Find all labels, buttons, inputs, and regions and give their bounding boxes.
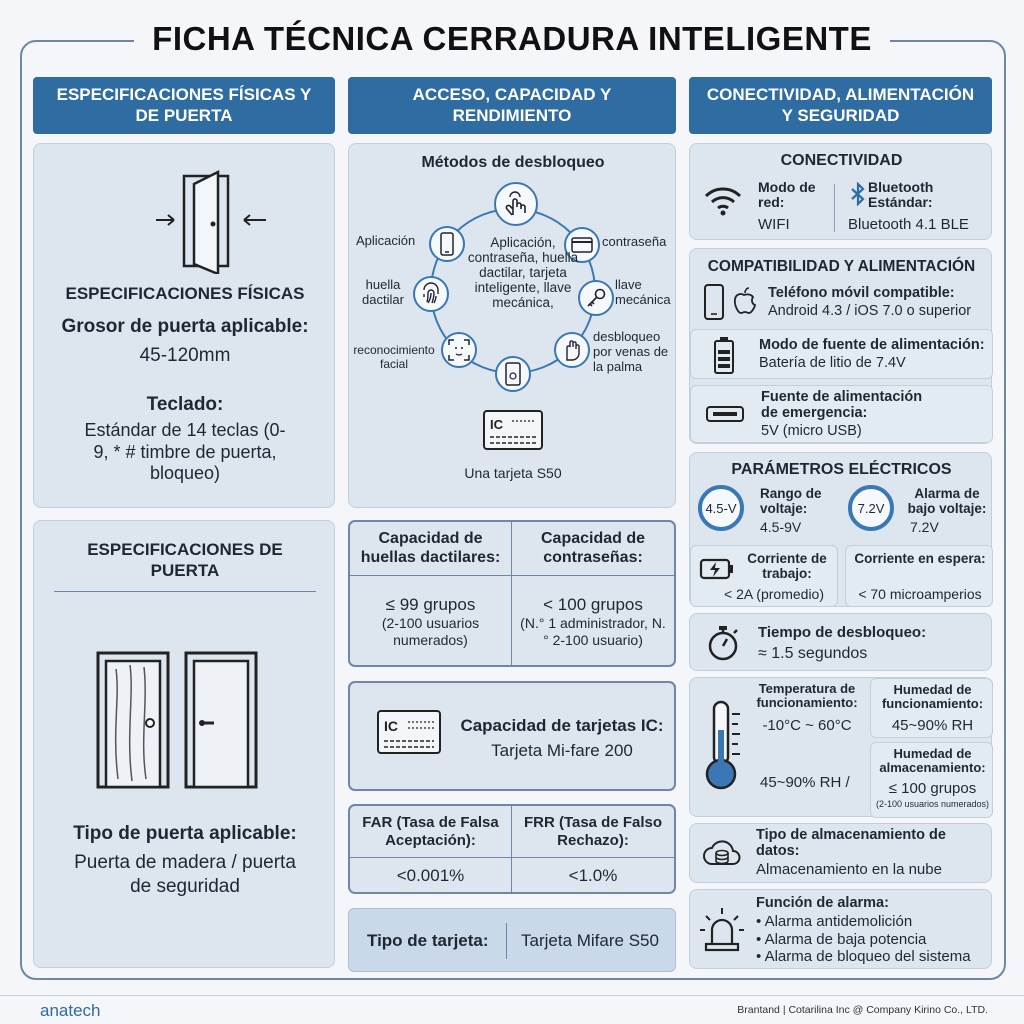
alarm-list — [756, 913, 971, 966]
environment-card — [689, 677, 992, 817]
emergency-power-value: 5V (micro USB) — [761, 423, 862, 439]
keypad-label: Teclado: — [146, 394, 224, 415]
method-password: contraseña — [602, 234, 667, 249]
storage-humidity-label: Humedad de almacenamiento: — [879, 746, 986, 776]
compatibility-card — [689, 248, 992, 444]
key-icon — [578, 280, 614, 316]
door-type-label: Tipo de puerta aplicable: — [73, 823, 297, 844]
column-header-connectivity: CONECTIVIDAD, ALIMENTACIÓN Y SEGURIDAD — [689, 77, 992, 134]
password-capacity-col — [512, 522, 674, 667]
bluetooth-label: Bluetooth Estándar: — [868, 179, 934, 211]
password-capacity-header: Capacidad de contraseñas: — [512, 522, 674, 576]
phone-compat-value: Android 4.3 / iOS 7.0 o superior — [768, 303, 972, 319]
fingerprint-icon — [413, 276, 449, 312]
wooden-door-icon — [94, 649, 172, 789]
password-capacity-value: < 100 grupos — [543, 595, 643, 615]
alarm-label: Función de alarma: — [756, 895, 889, 911]
fingerprint-capacity-col — [350, 522, 512, 667]
keypad-value: Estándar de 14 teclas (0-9, * # timbre de puerta, bloqueo) — [84, 420, 286, 484]
divider — [506, 923, 507, 959]
card-type-value: Tarjeta Mifare S50 — [521, 931, 659, 950]
thickness-label: Grosor de puerta aplicable: — [61, 316, 309, 337]
standby-current-label: Corriente en espera: — [854, 551, 986, 566]
voltage-range-label: Rango de voltaje: — [760, 486, 822, 516]
connectivity-card — [689, 143, 992, 240]
electrical-card — [689, 452, 992, 607]
method-app: Aplicación — [356, 233, 416, 248]
data-storage-label: Tipo de almacenamiento de datos: — [756, 827, 946, 859]
network-value: WIFI — [758, 216, 790, 233]
battery-icon — [713, 336, 735, 374]
phone-card-icon — [495, 356, 531, 392]
method-palm: desbloqueo por venas de la palma — [593, 329, 669, 374]
divider — [834, 184, 835, 232]
storage-humidity-row — [870, 742, 993, 818]
emergency-power-label: Fuente de alimentación de emergencia: — [761, 389, 923, 421]
low-voltage-label: Alarma de bajo voltaje: — [907, 486, 987, 516]
connectivity-heading: CONECTIVIDAD — [780, 152, 903, 169]
door-thickness-icon — [156, 164, 266, 274]
door-specs-heading: ESPECIFICACIONES DE PUERTA — [87, 540, 283, 581]
op-humidity-row — [870, 678, 993, 738]
ic-card-icon — [376, 709, 442, 755]
usb-icon — [705, 404, 745, 424]
footer — [0, 995, 1024, 1024]
page-title: FICHA TÉCNICA CERRADURA INTELIGENTE — [0, 20, 1024, 58]
method-face: reconocimiento facial — [353, 343, 435, 371]
physical-specs-card — [33, 143, 335, 508]
unlock-methods-heading: Métodos de desbloqueo — [421, 154, 605, 171]
phone-apple-icon — [702, 283, 762, 321]
svg-text:IC: IC — [490, 417, 503, 432]
frr-header: FRR (Tasa de Falso Rechazo): — [512, 806, 674, 858]
unlock-center-text: Aplicación, contraseña, huella dactilar, tarjeta inteligente, llave mecánica, — [467, 235, 579, 311]
op-temp-value: -10°C ~ 60°C — [762, 717, 852, 734]
low-voltage-badge: 7.2V — [848, 485, 894, 531]
alarm-item: • Alarma de bloqueo del sistema — [756, 948, 971, 966]
divider — [54, 591, 316, 592]
thickness-value: 45-120mm — [139, 345, 231, 366]
thermometer-icon — [702, 700, 746, 792]
capacity-table — [348, 520, 676, 667]
door-type-value: Puerta de madera / puerta de seguridad — [74, 852, 296, 897]
method-key: llave mecánica — [615, 277, 671, 307]
unlock-time-label: Tiempo de desbloqueo: — [758, 624, 927, 641]
far-header: FAR (Tasa de Falsa Aceptación): — [350, 806, 511, 858]
far-value: <0.001% — [396, 866, 465, 885]
data-storage-value: Almacenamiento en la nube — [756, 861, 942, 878]
column-header-physical: ESPECIFICACIONES FÍSICAS Y DE PUERTA — [33, 77, 335, 134]
voltage-range-value: 4.5-9V — [760, 519, 802, 535]
stopwatch-icon — [706, 624, 740, 662]
ic-capacity-label: Capacidad de tarjetas IC: — [460, 716, 664, 735]
electrical-heading: PARÁMETROS ELÉCTRICOS — [731, 461, 952, 478]
battery-charge-icon — [699, 558, 735, 580]
fingerprint-capacity-note: (2-100 usuarios numerados) — [381, 615, 480, 648]
phone-icon — [429, 226, 465, 262]
physical-specs-heading: ESPECIFICACIONES FÍSICAS — [65, 284, 305, 303]
storage-humidity-left: 45~90% RH / — [760, 774, 850, 791]
working-current-row — [690, 545, 838, 607]
column-header-access: ACCESO, CAPACIDAD Y RENDIMIENTO — [348, 77, 676, 134]
power-source-row — [690, 329, 993, 379]
op-humidity-label: Humedad de funcionamiento: — [881, 682, 984, 712]
bluetooth-icon — [850, 182, 866, 206]
alarm-item: • Alarma antidemolición — [756, 913, 913, 930]
unlock-time-value: ≈ 1.5 segundos — [758, 645, 868, 662]
security-door-icon — [182, 649, 260, 789]
unlock-methods-card — [348, 143, 676, 508]
cloud-database-icon — [702, 838, 742, 870]
working-current-label: Corriente de trabajo: — [747, 551, 827, 581]
s50-card-icon — [482, 409, 544, 451]
rates-table — [348, 804, 676, 894]
bluetooth-value: Bluetooth 4.1 BLE — [848, 216, 969, 233]
standby-current-value: < 70 microamperios — [858, 586, 982, 602]
voltage-range-badge: 4.5-V — [698, 485, 744, 531]
frr-value: <1.0% — [568, 866, 618, 885]
standby-current-row — [845, 545, 993, 607]
low-voltage-value: 7.2V — [910, 519, 939, 535]
op-temp-label: Temperatura de funcionamiento: — [756, 681, 858, 711]
data-storage-card — [689, 823, 992, 883]
touch-icon — [494, 182, 538, 226]
fingerprint-capacity-value: ≤ 99 grupos — [385, 595, 476, 615]
fingerprint-capacity-header: Capacidad de huellas dactilares: — [350, 522, 511, 576]
face-icon — [441, 332, 477, 368]
power-source-value: Batería de litio de 7.4V — [759, 355, 906, 371]
ic-capacity-value: Tarjeta Mi-fare 200 — [491, 741, 633, 760]
power-source-label: Modo de fuente de alimentación: — [759, 337, 985, 353]
footer-brand: anatech — [40, 1001, 101, 1020]
storage-humidity-value: ≤ 100 grupos — [888, 780, 977, 797]
compatibility-heading: COMPATIBILIDAD Y ALIMENTACIÓN — [707, 258, 976, 275]
door-specs-card — [33, 520, 335, 968]
network-label: Modo de red: — [758, 179, 816, 211]
method-fingerprint: huella dactilar — [362, 277, 404, 307]
palm-icon — [554, 332, 590, 368]
card-type-label: Tipo de tarjeta: — [367, 931, 489, 950]
emergency-power-row — [690, 385, 993, 443]
password-capacity-note: (N.° 1 administrador, N.° 2-100 usuario) — [520, 615, 666, 648]
ic-capacity-card — [348, 681, 676, 791]
alarm-item: • Alarma de baja potencia — [756, 930, 927, 948]
unlock-time-card — [689, 613, 992, 671]
phone-compat-label: Teléfono móvil compatible: — [768, 285, 955, 301]
s50-card-label: Una tarjeta S50 — [464, 465, 562, 481]
alarm-card — [689, 889, 992, 969]
working-current-value: < 2A (promedio) — [724, 586, 824, 602]
card-type-card — [348, 908, 676, 972]
svg-text:IC: IC — [384, 718, 398, 734]
wifi-icon — [704, 184, 742, 216]
siren-icon — [700, 906, 744, 952]
footer-credit: Brantand | Cotarilina Inc @ Company Kirino Co., LTD. — [737, 1004, 988, 1016]
storage-humidity-note: (2-100 usuarios numerados) — [875, 799, 990, 809]
op-humidity-value: 45~90% RH — [891, 717, 974, 734]
